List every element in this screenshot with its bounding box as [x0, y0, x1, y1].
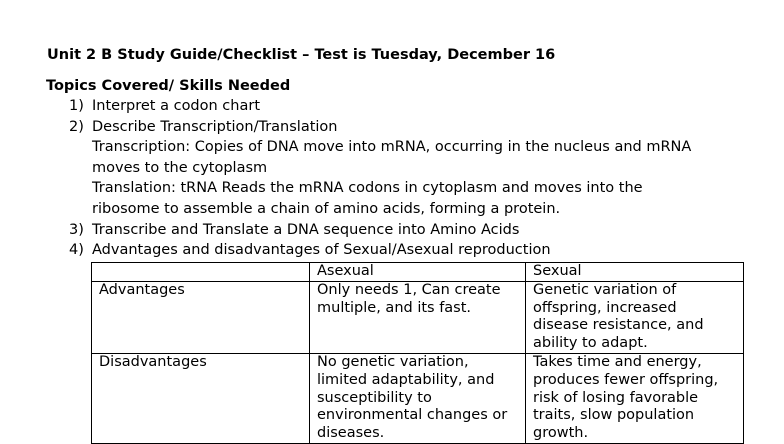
- translation-line: Translation: tRNA Reads the mRNA codons in cytoplasm and moves into the: [92, 180, 643, 197]
- table-header-cell: Asexual: [310, 263, 526, 282]
- advantages-sexual-cell: [526, 281, 744, 353]
- list-item: [0, 240, 784, 261]
- transcription-line: moves to the cytoplasm: [92, 159, 268, 176]
- table-header-cell: [92, 263, 310, 282]
- translation-description: [0, 178, 752, 219]
- disadvantages-sexual-cell: [526, 353, 744, 443]
- disadvantages-asexual-cell: [310, 353, 526, 443]
- translation-line: ribosome to assemble a chain of amino acids, forming a protein.: [92, 200, 561, 217]
- document-title: Unit 2 B Study Guide/Checklist – Test is Tuesday, December 16: [47, 47, 556, 63]
- table-cell-line: susceptibility to: [317, 389, 432, 406]
- table-cell-line: risk of losing favorable: [533, 389, 699, 406]
- row-label-disadvantages: [92, 353, 310, 443]
- table-cell-line: multiple, and its fast.: [317, 299, 472, 316]
- transcription-line: Transcription: Copies of DNA move into mRNA, occurring in the nucleus and mRNA: [92, 139, 692, 156]
- transcription-description: [0, 137, 752, 178]
- list-item-text: Describe Transcription/Translation: [92, 118, 338, 135]
- table-cell-line: ability to adapt.: [533, 335, 648, 352]
- topics-list: [0, 96, 784, 261]
- table-cell-line: Disadvantages: [99, 353, 207, 370]
- table-cell-line: disease resistance, and: [533, 317, 704, 334]
- table-cell-line: environmental changes or: [317, 407, 508, 424]
- table-cell-line: Genetic variation of: [533, 281, 677, 298]
- table-cell-line: produces fewer offspring,: [533, 371, 719, 388]
- table-row: [92, 281, 744, 353]
- table-cell-line: offspring, increased: [533, 299, 677, 316]
- list-item: [0, 117, 784, 138]
- table-cell-line: traits, slow population: [533, 407, 695, 424]
- list-item-number: 1): [69, 98, 84, 114]
- topics-heading: Topics Covered/ Skills Needed: [46, 78, 291, 94]
- list-item-number: 4): [69, 242, 84, 259]
- table-cell-line: limited adaptability, and: [317, 371, 495, 388]
- table-header-row: [92, 263, 744, 282]
- list-item: [0, 96, 784, 117]
- table-header-cell: Sexual: [526, 263, 744, 282]
- list-item-text: Transcribe and Translate a DNA sequence into Amino Acids: [92, 221, 520, 238]
- table-cell-line: Takes time and energy,: [533, 353, 702, 370]
- table-cell-line: diseases.: [317, 425, 385, 442]
- table-cell-line: No genetic variation,: [317, 353, 469, 370]
- reproduction-comparison-table: [91, 262, 744, 444]
- list-item: [0, 220, 784, 241]
- advantages-asexual-cell: [310, 281, 526, 353]
- table-cell-line: Only needs 1, Can create: [317, 281, 501, 298]
- list-item-number: 3): [69, 221, 84, 238]
- list-item-text: Advantages and disadvantages of Sexual/Asexual reproduction: [92, 242, 551, 259]
- list-item-number: 2): [69, 118, 84, 135]
- list-item-text: Interpret a codon chart: [92, 98, 261, 114]
- row-label-advantages: [92, 281, 310, 353]
- table-cell-line: Advantages: [99, 281, 185, 298]
- table-row: [92, 353, 744, 443]
- table-cell-line: growth.: [533, 425, 589, 442]
